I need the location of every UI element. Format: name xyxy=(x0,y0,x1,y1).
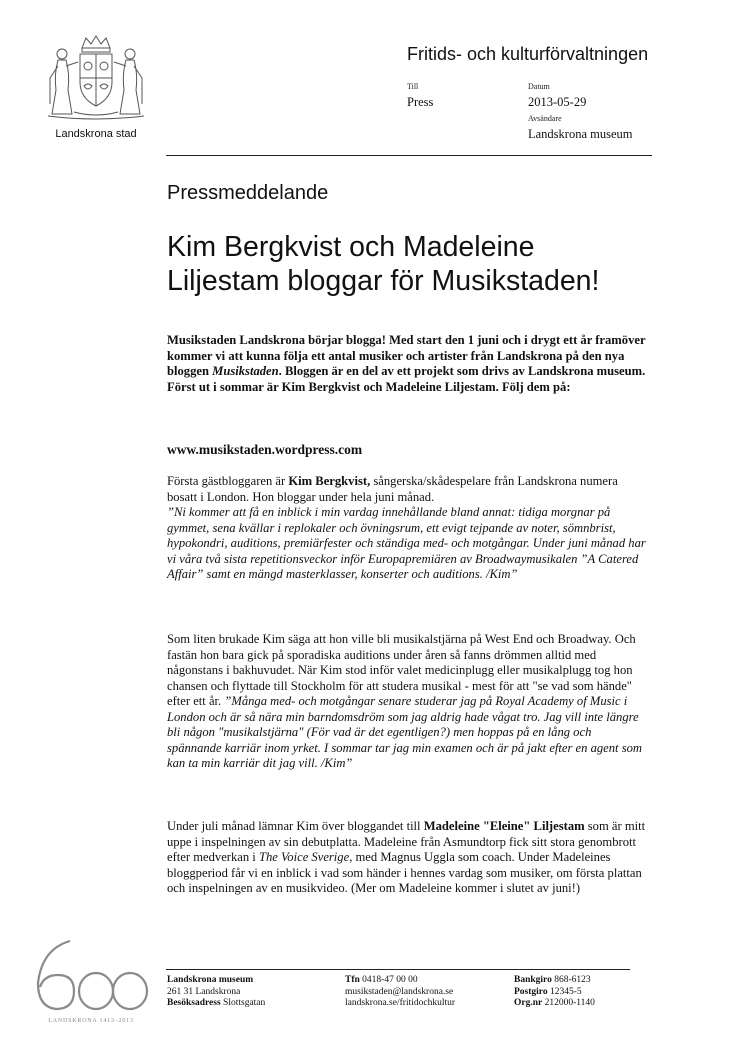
visit-value: Slottsgatan xyxy=(220,998,266,1008)
date-label: Datum xyxy=(528,82,550,91)
paragraph-kim-intro xyxy=(167,474,647,583)
lead-text-2: . Bloggen är en del av ett projekt som drivs av Landskrona museum. Först ut i sommar är Kim Bergkvist och Madeleine Liljestam. Följ dem på: xyxy=(167,364,646,394)
lead-text-1: Musikstaden Landskrona börjar blogga! Med start den 1 juni och i drygt ett år framöver kommer vi att kunna följa ett antal musiker och artister från Landskrona på den nya bloggen xyxy=(167,333,646,378)
footer-visit xyxy=(167,998,265,1010)
lead-paragraph xyxy=(167,333,647,395)
p3-text-1: Under juli månad lämnar Kim över bloggandet till xyxy=(167,819,424,833)
phone-value: 0418-47 00 00 xyxy=(359,975,418,985)
footer-finance xyxy=(514,975,595,1010)
p1-text-2: sångerska/skådespelare från Landskrona numera bosatt i London. Hon bloggar under hela juni månad. xyxy=(167,474,618,504)
department-name: Fritids- och kulturförvaltningen xyxy=(407,44,649,64)
bankgiro-label: Bankgiro xyxy=(514,975,552,985)
coat-of-arms-icon xyxy=(44,34,148,126)
header-divider xyxy=(166,155,652,156)
anniversary-caption: LANDSKRONA 1413–2013 xyxy=(48,1018,134,1024)
title-line-2: Liljestam bloggar för Musikstaden! xyxy=(167,265,600,297)
paragraph-kim-background xyxy=(167,632,647,772)
kim-name: Kim Bergkvist, xyxy=(288,474,371,488)
footer-museum: Landskrona museum xyxy=(167,975,254,985)
orgnr-label: Org.nr xyxy=(514,998,543,1008)
p3-text-2: som är mitt uppe i inspelningen av sin debutplatta. Madeleine från Asmundtorp fick sitt stora genombrott efter medverkan i xyxy=(167,819,646,864)
orgnr-value: 212000-1140 xyxy=(542,998,595,1008)
kim-quote-2: ”Många med- och motgångar senare studerar jag på Royal Academy of Music i London och är så nära min barndomsdröm som jag aldrig hade vågat tro. Jag vill inte längre bli någon "musikalstjärna" (För vad är det egentligen?) men hoppas på en lång och spännande karriär inom yrket. I sommar tar jag min examen och är på jakt efter en agent som kan ta min karriär dit jag vill. /Kim” xyxy=(167,694,642,770)
date-value: 2013-05-29 xyxy=(528,95,587,109)
footer-contact xyxy=(345,975,455,1010)
sender-value: Landskrona museum xyxy=(528,127,633,141)
footer-divider xyxy=(166,969,630,970)
anniversary-600-icon xyxy=(30,935,152,1015)
p3-text-3: , med Magnus Uggla som coach. Under Madeleines bloggperiod får vi en inblick i vad som händer i hennes vardag som musiker, om första plattan och inspelningen av en musikvideo. (Mer om Madeleine kommer i slutet av juni!) xyxy=(167,850,642,895)
paragraph-madeleine xyxy=(167,819,647,897)
postgiro-label: Postgiro xyxy=(514,986,548,997)
show-name: The Voice Sverige xyxy=(258,850,350,864)
footer-phone xyxy=(345,975,455,987)
to-label: Till xyxy=(407,82,419,91)
blog-link[interactable]: www.musikstaden.wordpress.com xyxy=(167,442,363,457)
p1-text-1: Första gästbloggaren är xyxy=(167,474,289,488)
bankgiro-value: 868-6123 xyxy=(551,975,591,985)
footer-orgnr xyxy=(514,998,595,1010)
city-logo xyxy=(36,34,156,144)
page-title xyxy=(167,230,687,298)
footer-postal: 261 31 Landskrona xyxy=(167,986,241,997)
madeleine-name: Madeleine "Eleine" Liljestam xyxy=(423,819,585,833)
anniversary-logo xyxy=(30,935,152,1025)
footer-email[interactable]: musikstaden@landskrona.se xyxy=(345,986,454,997)
phone-label: Tfn xyxy=(345,975,360,985)
postgiro-value: 12345-5 xyxy=(547,986,582,997)
sender-label: Avsändare xyxy=(528,114,562,123)
kim-quote-1: ”Ni kommer att få en inblick i min vardag innehållande bland annat: tidiga morgnar på gymmet, sena kvällar i replokaler och övningsrum, ett evigt tejpande av noter, sömnbrist, hypokondri, auditions, premiärfester och ständiga med- och motgångar. Under juni månad har vi våra två sista repetitionsveckor inför Europapremiären av Broadwaymusikalen ”A Catered Affair” samt en mängd masterklasser, konserter och auditions. /Kim” xyxy=(167,505,646,581)
document-type: Pressmeddelande xyxy=(167,182,329,204)
p2-text-1: Som liten brukade Kim säga att hon ville bli musikalstjärna på West End och Broadway. Och fastän hon bara gick på sporadiska auditions under åren så fanns drömmen alltid med någonstans i bakhuvudet. När Kim stod inför valet medicinplugg eller musikalplugg tog hon chansen och flyttade till Stockholm för att studera musikal - mest för att "se vad som hände" efter ett år. xyxy=(167,632,636,708)
footer-bankgiro xyxy=(514,975,595,987)
footer-web[interactable]: landskrona.se/fritidochkultur xyxy=(345,998,456,1008)
title-line-1: Kim Bergkvist och Madeleine xyxy=(167,231,535,263)
org-name: Landskrona stad xyxy=(55,128,137,140)
visit-label: Besöksadress xyxy=(167,998,221,1008)
blog-name: Musikstaden xyxy=(212,364,279,378)
footer-address xyxy=(167,975,265,1010)
footer-postgiro xyxy=(514,987,595,999)
to-value: Press xyxy=(407,95,434,109)
